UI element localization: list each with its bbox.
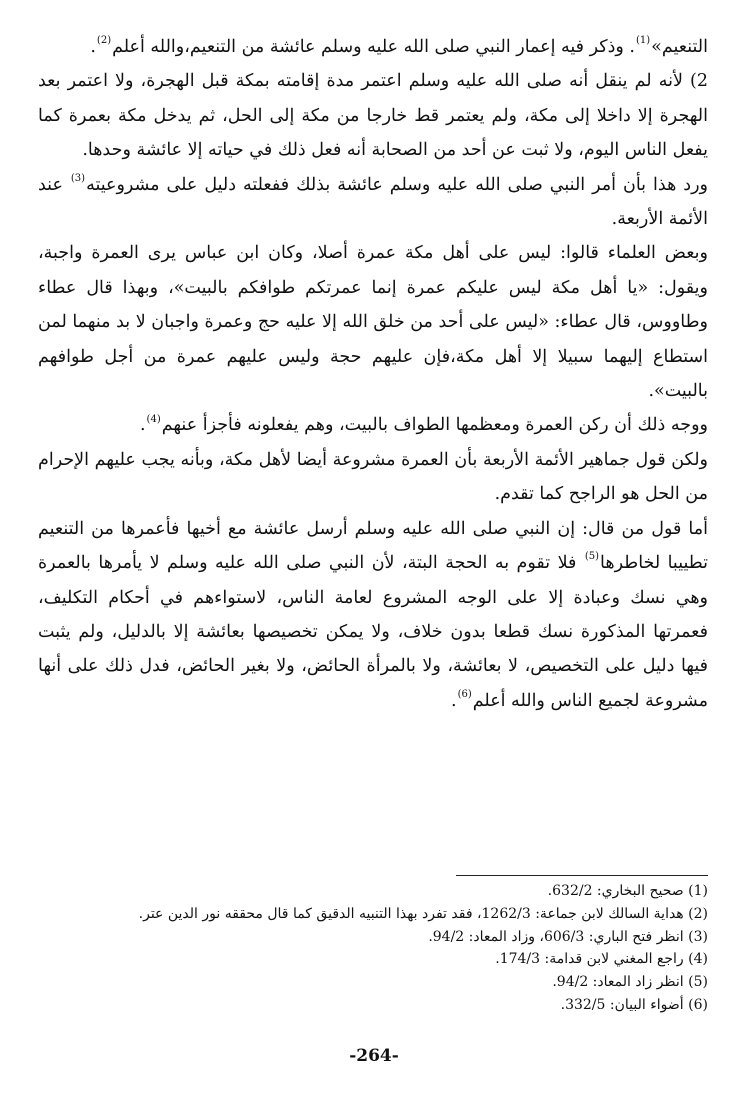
footnote-ref-5: (5) <box>584 551 600 563</box>
footnote-4: (4) راجع المغني لابن قدامة: 174/3. <box>495 951 708 968</box>
para-1-text-c: . <box>90 37 96 57</box>
para-1-text-b: . وذكر فيه إعمار النبي صلى الله عليه وسلم عائشة من التنعيم،والله أعلم <box>112 37 635 57</box>
footnote-ref-4: (4) <box>146 413 161 425</box>
paragraph-3 <box>38 168 708 237</box>
page-number: -264- <box>349 1046 399 1066</box>
footnote-ref-1: (1) <box>635 35 651 47</box>
para-7-text-a: أما قول من قال: إن النبي صلى الله عليه وسلم أرسل عائشة مع أخيها فأعمرها من التنعيم تطييبا لخاطرها <box>38 518 709 574</box>
footnote-2: (2) هداية السالك لابن جماعة: 1262/3، فقد تفرد بهذا التنبيه الدقيق كما قال محققه نور الدين عتر. <box>138 905 708 922</box>
para-3-text-a: ورد هذا بأن أمر النبي صلى الله عليه وسلم عائشة بذلك ففعلته دليل على مشروعيته <box>86 174 708 195</box>
para-7-text-c: . <box>450 690 457 711</box>
paragraph-4: وبعض العلماء قالوا: ليس على أهل مكة عمرة أصلا، وكان ابن عباس يرى العمرة واجبة، ويقول: «يا أهل مكة ليس عليكم عمرة إنما عمرتكم طوافكم بالبيت»، وبهذا قال عطاء وطاووس، قال عطاء: «ليس على أحد من خلق الله إلا عليه حج وعمرة واجبان لا بد منهما لمن استطاع إليهما سبيلا إلا أهل مكة،فإن عليهم حجة وليس عليهم عمرة من أجل طوافهم بالبيت». <box>38 243 708 402</box>
paragraph-6: ولكن قول جماهير الأئمة الأربعة بأن العمرة مشروعة أيضا لأهل مكة، وبأنه يجب عليهم الإحرام من الحل هو الراجح كما تقدم. <box>38 449 708 505</box>
para-5-text-a: ووجه ذلك أن ركن العمرة ومعظمها الطواف بالبيت، وهم يفعلونه فأجزأ عنهم <box>161 415 708 436</box>
footnotes <box>38 880 708 1017</box>
paragraph-2: 2) لأنه لم ينقل أنه صلى الله عليه وسلم اعتمر مدة إقامته بمكة قبل الهجرة، ولا اعتمر بعد الهجرة إلا داخلا إلى مكة، ولم يعتمر قط خارجا من مكة إلى الحل، ثم يدخل مكة بعمرة كما يفعل الناس اليوم، ولا ثبت عن أحد من الصحابة أنه فعل ذلك في حياته إلا عائشة وحدها. <box>38 71 708 161</box>
para-3-text-b: عند الأئمة الأربعة. <box>38 174 708 230</box>
para-5-text-b: . <box>139 415 146 436</box>
paragraph-7 <box>38 512 708 718</box>
footnote-ref-3: (3) <box>70 172 86 184</box>
footnote-5: (5) انظر زاد المعاد: 94/2. <box>552 974 708 991</box>
paragraph-1 <box>38 30 708 64</box>
footnote-divider <box>456 875 708 876</box>
footnote-6: (6) أضواء البيان: 332/5. <box>560 996 708 1013</box>
para-7-text-b: فلا تقوم به الحجة البتة، لأن النبي صلى الله عليه وسلم لا يأمرها بالعمرة وهي نسك وعبادة إلا على الوجه المشروع لعامة الناس، لاستواءهم في أحكام التكليف، فعمرتها المذكورة نسك قطعا بدون خلاف، ولا يمكن تخصيصها بعائشة إلا بالدليل، ولم يثبت فيها دليل على التخصيص، لا بعائشة، ولا بالمرأة الحائض، ولا بغير الحائض، فدل ذلك على أنها مشروعة لجميع الناس والله أعلم <box>38 553 708 711</box>
footnote-1: (1) صحيح البخاري: 632/2. <box>547 883 708 899</box>
footnote-ref-6: (6) <box>457 688 472 700</box>
footnote-ref-2: (2) <box>96 35 112 47</box>
para-1-text-a: التنعيم» <box>651 37 708 57</box>
main-text <box>38 30 708 718</box>
footnote-3: (3) انظر فتح الباري: 606/3، وزاد المعاد: 94/2. <box>428 928 708 945</box>
paragraph-5 <box>38 408 708 442</box>
